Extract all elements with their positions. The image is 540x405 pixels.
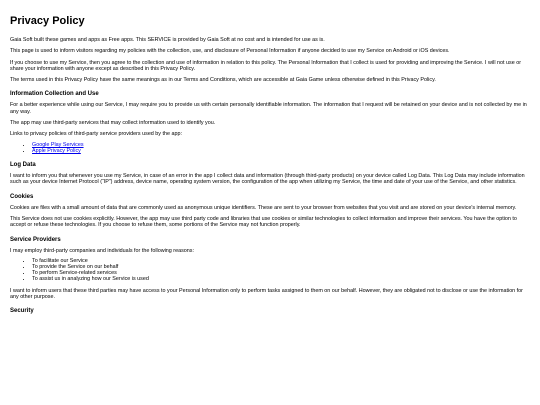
list-item: • To perform Service-related services <box>32 270 529 276</box>
service-providers-paragraph-2: I want to inform users that these third parties may have access to your Personal Information only to perform tasks assigned to them on our behalf. However, they are obligated not to disclose or use the information for any other purpose. <box>10 287 523 300</box>
service-providers-reasons-list <box>10 258 529 283</box>
log-data-paragraph: I want to inform you that whenever you use my Service, in case of an error in the app I collect data and information (through third-party products) on your device called Log Data. This Log Data may include information such as your device Internet Protocol (“IP”) address, device name, operating system version, the configuration of the app when utilizing my Service, the time and date of your use of the Service, and other statistics. <box>10 173 525 186</box>
list-item <box>32 148 529 154</box>
cookies-paragraph-1: Cookies are files with a small amount of data that are commonly used as anonymous unique identifiers. These are sent to your browser from websites that you visit and are stored on your device's internal memory. <box>10 204 517 211</box>
section-heading-log-data: Log Data <box>10 162 36 169</box>
intro-paragraph-3: If you choose to use my Service, then you agree to the collection and use of information in relation to this policy. The Personal Information that I collect is used for providing and improving the Service. I will not use or share your information with anyone except as described in this Privacy Policy. <box>10 59 521 72</box>
intro-paragraph-4: The terms used in this Privacy Policy have the same meanings as in our Terms and Conditions, which are accessible at Gaia Game unless otherwise defined in this Privacy Policy. <box>10 77 436 84</box>
section-heading-cookies: Cookies <box>10 193 34 200</box>
section-heading-security: Security <box>10 308 34 315</box>
info-collection-paragraph-3: Links to privacy policies of third-party service providers used by the app: <box>10 131 182 138</box>
intro-paragraph-2: This page is used to inform visitors regarding my policies with the collection, use, and disclosure of Personal Information if anyone decided to use my Service on Android or iOS devices. <box>10 48 450 55</box>
google-play-services-link[interactable]: Google Play Services <box>32 141 84 148</box>
cookies-paragraph-2: This Service does not use cookies explicitly. However, the app may use third party code and libraries that use cookies or similar technologies to collect information and improve their services. You have the option to accept or refuse these technologies. If you choose to refuse them, some portions of the Service may not function properly. <box>10 215 517 229</box>
apple-privacy-policy-link[interactable]: Apple Privacy Policy <box>32 147 81 154</box>
intro-paragraph-1: Gaia Soft built these games and apps as Free apps. This SERVICE is provided by Gaia Soft at no cost and is intended for use as is. <box>10 37 325 43</box>
list-item: • To assist us in analyzing how our Service is used <box>32 276 529 282</box>
list-item: • To facilitate our Service <box>32 258 529 264</box>
service-providers-paragraph-1: I may employ third-party companies and individuals for the following reasons: <box>10 247 194 254</box>
list-item: • To provide the Service on our behalf <box>32 264 529 270</box>
info-collection-paragraph-1: For a better experience while using our Service, I may require you to provide us with certain personally identifiable information. The information that I request will be retained on your device and is not collected by me in any way. <box>10 102 527 115</box>
info-collection-paragraph-2: The app may use third-party services that may collect information used to identify you. <box>10 120 216 127</box>
section-heading-service-providers: Service Providers <box>10 236 61 243</box>
section-heading-information-collection: Information Collection and Use <box>10 91 99 98</box>
third-party-links-list <box>10 142 529 154</box>
page-title: Privacy Policy <box>10 15 85 27</box>
